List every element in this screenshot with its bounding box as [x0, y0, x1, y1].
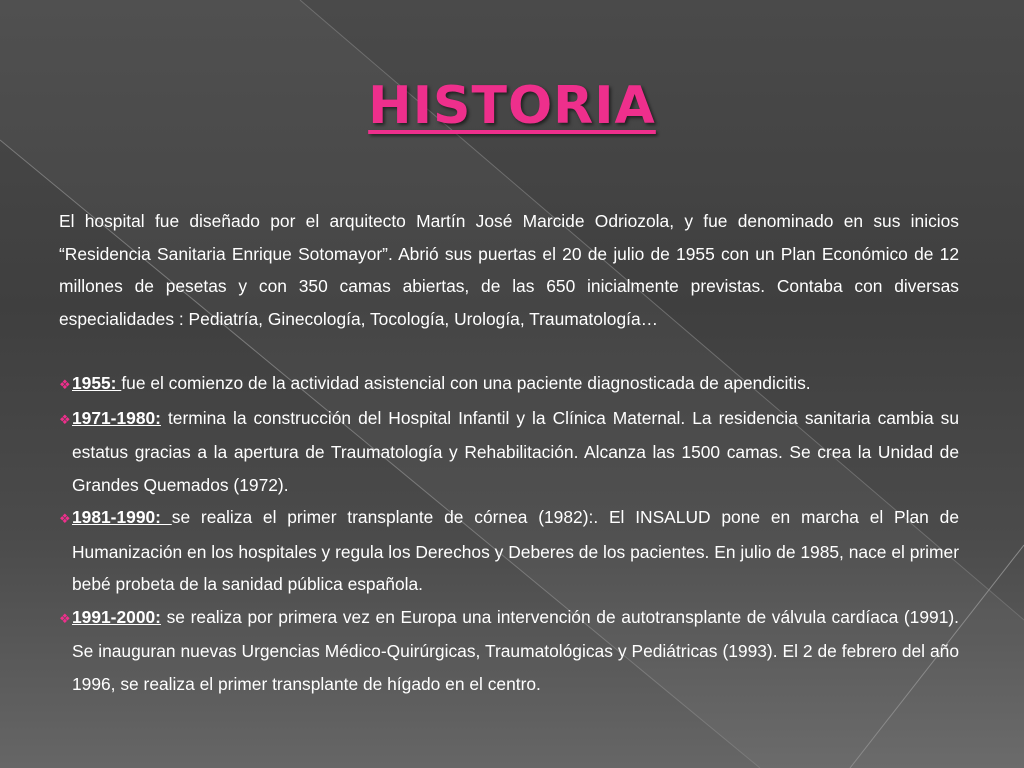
diamond-bullet-icon: ❖ — [59, 377, 71, 392]
timeline-item-1955 — [59, 367, 959, 402]
diamond-bullet-icon: ❖ — [59, 511, 71, 526]
timeline-year: 1971-1980: — [72, 407, 161, 428]
slide-body — [59, 205, 959, 700]
timeline-text: fue el comienzo de la actividad asistencial con una paciente diagnosticada de apendicitis. — [121, 373, 811, 393]
timeline-year: 1991-2000: — [72, 606, 161, 627]
timeline-item-1991-2000 — [59, 601, 959, 701]
timeline-year: 1955: — [72, 373, 122, 393]
timeline-text: se realiza por primera vez en Europa una intervención de autotransplante de válvula cardíaca (1991). Se inauguran nuevas Urgencias Médico-Quirúrgicas, Traumatológicas y Pediátricas (1993). El 2 de febrero del año 1996, se realiza el primer transplante de hígado en el centro. — [72, 606, 959, 694]
intro-paragraph: El hospital fue diseñado por el arquitecto Martín José Marcide Odriozola, y fue denominado en sus inicios “Residencia Sanitaria Enrique Sotomayor”. Abrió sus puertas el 20 de julio de 1955 con un Plan Económico de 12 millones de pesetas y con 350 camas abiertas, de las 650 inicialmente previstas. Contaba con diversas especialidades : Pediatría, Ginecología, Tocología, Urología, Traumatología… — [59, 211, 959, 329]
timeline-text: se realiza el primer transplante de córnea (1982):. El INSALUD pone en marcha el Plan de Humanización en los hospitales y regula los Derechos y Deberes de los pacientes. En julio de 1985, nace el primer bebé probeta de la sanidad pública española. — [72, 507, 959, 594]
timeline-text: termina la construcción del Hospital Infantil y la Clínica Maternal. La residencia sanitaria cambia su estatus gracias a la apertura de Traumatología y Rehabilitación. Alcanza las 1500 camas. Se crea la Unidad de Grandes Quemados (1972). — [72, 407, 959, 495]
timeline-item-1981-1990 — [59, 501, 959, 601]
timeline-item-1971-1980 — [59, 402, 959, 502]
timeline-year: 1981-1990: — [72, 507, 172, 527]
diamond-bullet-icon: ❖ — [59, 610, 71, 626]
slide-title: HISTORIA — [368, 76, 656, 136]
diamond-bullet-icon: ❖ — [59, 411, 71, 427]
